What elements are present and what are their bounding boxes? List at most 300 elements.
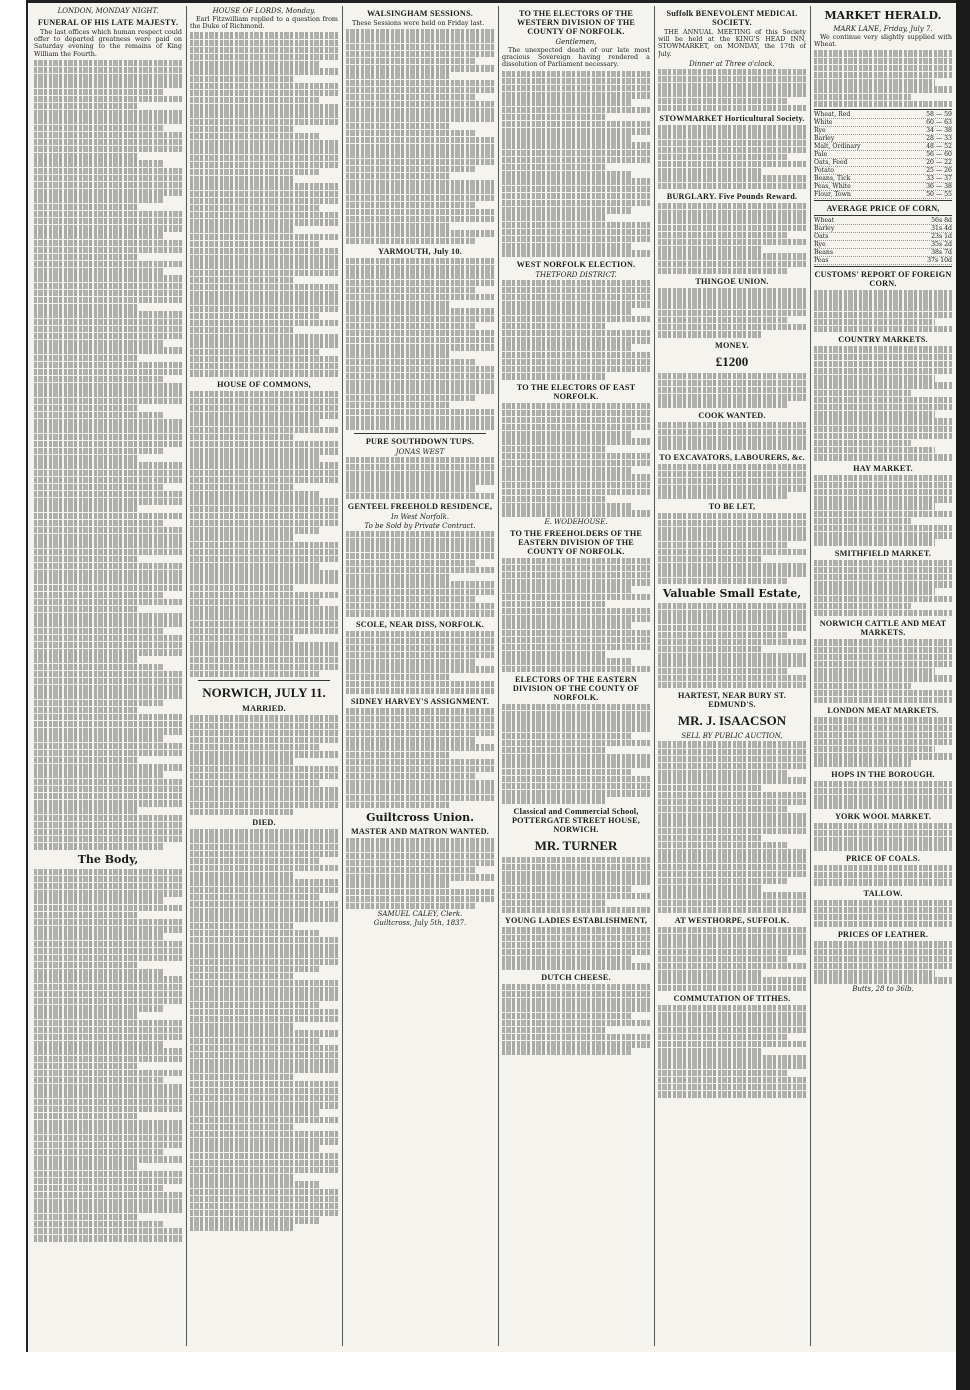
col2-filler-block [190, 32, 338, 376]
col2-married-heading: MARRIED. [242, 704, 286, 714]
text-line [658, 380, 806, 386]
text-line [814, 588, 935, 594]
text-line [814, 837, 952, 843]
col3-filler-block-4 [346, 531, 494, 616]
text-line [190, 226, 294, 232]
text-line [190, 441, 338, 447]
text-line [658, 549, 806, 555]
text-line [190, 176, 294, 182]
text-line [502, 1005, 650, 1011]
text-line [190, 183, 338, 189]
text-line [502, 446, 606, 452]
text-line [814, 610, 952, 616]
text-line [190, 506, 338, 512]
col6-filler-block-8 [814, 781, 952, 809]
text-line [658, 871, 806, 877]
text-line [502, 601, 606, 607]
text-line [658, 941, 806, 947]
text-line [814, 440, 911, 446]
text-line [658, 799, 806, 805]
text-line [346, 838, 494, 844]
text-line [34, 1063, 138, 1069]
text-line [190, 455, 320, 461]
text-line [502, 222, 650, 228]
text-line [34, 132, 182, 138]
text-line [814, 690, 952, 696]
text-line [658, 885, 762, 891]
text-line [814, 760, 911, 766]
text-line [346, 130, 476, 136]
text-line [502, 71, 650, 77]
text-line [190, 1131, 338, 1137]
table-row [814, 175, 952, 183]
text-line [346, 464, 494, 470]
text-line [34, 1185, 164, 1191]
text-line [814, 788, 952, 794]
column-6 [814, 6, 952, 1346]
text-line [190, 1181, 320, 1187]
text-line [34, 110, 182, 116]
text-line [34, 757, 138, 763]
text-line [190, 1081, 338, 1087]
text-line [34, 340, 164, 346]
text-line [814, 496, 952, 502]
col1-filler-block-2 [34, 869, 182, 1242]
text-line [34, 1020, 182, 1026]
text-line [346, 137, 494, 143]
text-line [502, 330, 650, 336]
text-line [34, 441, 182, 447]
text-line [814, 79, 935, 85]
text-line [34, 520, 164, 526]
text-line [346, 395, 476, 401]
text-line [190, 915, 338, 921]
col6-filler-block-10 [814, 865, 952, 886]
text-line [502, 637, 650, 643]
text-line [346, 216, 494, 222]
col6-averages-heading: AVERAGE PRICE OF CORN, [826, 204, 940, 214]
text-line [814, 830, 952, 836]
text-line [658, 985, 806, 991]
text-line [814, 86, 952, 92]
text-line [190, 191, 338, 197]
text-line [34, 448, 164, 454]
text-line [34, 534, 182, 540]
text-line [814, 739, 952, 745]
text-line [34, 1178, 182, 1184]
text-line [658, 625, 806, 631]
text-line [190, 1038, 320, 1044]
text-line [34, 933, 164, 939]
text-line [658, 168, 762, 174]
text-line [346, 867, 476, 873]
text-line [346, 101, 494, 107]
text-line [346, 603, 494, 609]
text-line [502, 92, 650, 98]
text-line [190, 1167, 338, 1173]
text-line [34, 926, 182, 932]
column-4 [502, 6, 650, 1346]
text-line [34, 1206, 182, 1212]
text-line [190, 951, 338, 957]
text-line [502, 366, 650, 372]
col1-filler-block [34, 60, 182, 850]
text-line [346, 230, 494, 236]
text-line [190, 126, 294, 132]
text-line [502, 229, 650, 235]
text-line [346, 80, 494, 86]
text-line [34, 1228, 182, 1234]
text-line [502, 725, 650, 731]
text-line [190, 1217, 320, 1223]
table-row [814, 233, 952, 241]
text-line [34, 304, 138, 310]
text-line [34, 268, 164, 274]
text-line [190, 363, 338, 369]
text-line [34, 750, 182, 756]
text-line [34, 1120, 182, 1126]
text-line [658, 210, 806, 216]
text-line [346, 845, 494, 851]
text-line [658, 813, 806, 819]
text-line [190, 657, 338, 663]
text-line [502, 984, 650, 990]
text-line [502, 558, 650, 564]
text-line [34, 1084, 182, 1090]
table-cell-label: Barley [814, 135, 835, 143]
column-divider [186, 6, 187, 1346]
text-line [190, 212, 338, 218]
text-line [346, 387, 494, 393]
text-line [346, 316, 494, 322]
text-line [190, 205, 320, 211]
text-line [34, 139, 182, 145]
text-line [34, 976, 182, 982]
text-line [502, 373, 606, 379]
text-line [658, 534, 806, 540]
text-line [502, 301, 650, 307]
text-line [346, 272, 494, 278]
text-line [34, 692, 182, 698]
col3-master-heading: MASTER AND MATRON WANTED. [351, 827, 489, 837]
text-line [190, 794, 338, 800]
text-line [814, 581, 952, 587]
text-line [34, 991, 182, 997]
table-cell-label: Barley [814, 225, 835, 233]
table-cell-label: Oats [814, 233, 829, 241]
text-line [658, 302, 806, 308]
text-line [190, 83, 338, 89]
text-line [658, 1055, 806, 1061]
col4-filler-block-8 [502, 984, 650, 1055]
text-line [814, 941, 952, 947]
text-line [346, 545, 494, 551]
text-line [502, 783, 650, 789]
table-cell-value: 25 — 26 [926, 167, 952, 175]
text-line [190, 484, 294, 490]
text-line [346, 366, 494, 372]
text-line [502, 85, 650, 91]
text-line [658, 246, 762, 252]
text-line [346, 610, 494, 616]
text-line [190, 844, 338, 850]
text-line [346, 567, 494, 573]
col5-filler-block-4 [658, 288, 806, 338]
text-line [814, 326, 952, 332]
text-line [34, 225, 182, 231]
text-line [814, 872, 952, 878]
col5-amount: £1200 [715, 353, 749, 369]
text-line [190, 599, 320, 605]
text-line [190, 766, 338, 772]
text-line [34, 897, 164, 903]
column-divider [498, 6, 499, 1346]
text-line [814, 404, 952, 410]
text-line [814, 72, 952, 78]
text-line [190, 542, 338, 548]
table-cell-label: Pale [814, 151, 828, 159]
text-line [346, 258, 494, 264]
text-line [190, 47, 338, 53]
text-line [814, 647, 952, 653]
text-line [814, 65, 952, 71]
text-line [190, 879, 338, 885]
text-line [190, 829, 338, 835]
text-line [346, 896, 494, 902]
text-line [346, 51, 494, 57]
text-line [34, 869, 182, 875]
text-line [346, 787, 494, 793]
text-line [814, 50, 952, 56]
text-line [190, 973, 294, 979]
text-line [502, 287, 650, 293]
column-divider [654, 6, 655, 1346]
text-line [502, 431, 632, 437]
text-line [34, 941, 182, 947]
col3-southdowns-heading: PURE SOUTHDOWN TUPS. [365, 436, 475, 446]
text-line [190, 987, 338, 993]
text-line [814, 532, 952, 538]
text-line [814, 346, 952, 352]
text-line [502, 438, 650, 444]
text-line [34, 125, 164, 131]
text-line [502, 308, 632, 314]
table-cell-label: Beans [814, 249, 834, 257]
text-line [190, 133, 320, 139]
text-line [190, 76, 294, 82]
text-line [346, 209, 494, 215]
text-line [190, 1088, 338, 1094]
text-line [658, 632, 788, 638]
table-cell-label: Rye [814, 127, 826, 135]
text-line [34, 962, 138, 968]
text-line [346, 36, 494, 42]
text-line [34, 984, 182, 990]
text-line [190, 858, 320, 864]
table-cell-value: 31s 4d [931, 225, 952, 233]
col3-filler-block-6 [346, 708, 494, 808]
text-line [502, 337, 650, 343]
col5-burglary-heading: BURGLARY. Five Pounds Reward. [666, 192, 798, 202]
text-line [814, 781, 952, 787]
text-line [34, 160, 164, 166]
text-line [190, 994, 338, 1000]
text-line [502, 417, 650, 423]
col4-filler-block-7 [502, 927, 650, 969]
text-line [346, 471, 494, 477]
text-line [34, 1156, 182, 1162]
text-line [658, 741, 806, 747]
col6-footer: Butts, 28 to 36lb. [852, 984, 914, 993]
text-line [346, 773, 476, 779]
text-line [34, 728, 182, 734]
text-line [34, 1192, 182, 1198]
text-line [190, 277, 294, 283]
col6-market-heading: MARKET HERALD. [824, 9, 942, 22]
text-line [190, 966, 320, 972]
text-line [190, 715, 338, 721]
col6-mark-lane: MARK LANE, Friday, July 7. [833, 25, 933, 33]
text-line [346, 359, 476, 365]
text-line [502, 615, 650, 621]
table-row [814, 159, 952, 167]
text-line [34, 948, 182, 954]
text-line [658, 83, 806, 89]
text-line [658, 90, 806, 96]
text-line [34, 211, 182, 217]
col6-tallow-heading: TALLOW. [863, 888, 903, 898]
text-line [502, 622, 632, 628]
col5-commutation-heading: COMMUTATION OF TITHES. [673, 993, 791, 1003]
text-line [502, 193, 650, 199]
text-line [190, 40, 338, 46]
col5-filler-block [658, 69, 806, 111]
text-line [502, 579, 650, 585]
text-line [34, 498, 182, 504]
text-line [34, 807, 138, 813]
col2-norwich-heading: NORWICH, JULY 11. [202, 685, 326, 701]
text-line [502, 790, 650, 796]
text-line [814, 603, 911, 609]
text-line [814, 949, 952, 955]
text-line [34, 969, 164, 975]
text-line [814, 525, 952, 531]
text-line [814, 94, 911, 100]
col4-classical-heading: Classical and Commercial School, POTTERGATE STREET HOUSE, NORWICH. [511, 806, 641, 834]
text-line [34, 671, 182, 677]
text-line [346, 223, 450, 229]
text-line [346, 881, 450, 887]
col6-smithfield-heading: SMITHFIELD MARKET. [834, 548, 932, 558]
text-line [658, 183, 806, 189]
text-line [346, 29, 494, 35]
text-line [346, 202, 476, 208]
text-line [814, 668, 935, 674]
col5-excavators-heading: TO EXCAVATORS, LABOURERS, &c. [659, 452, 805, 462]
column-divider [342, 6, 343, 1346]
text-line [190, 398, 338, 404]
text-line [658, 792, 806, 798]
col5-dinner: Dinner at Three o'clock. [689, 59, 775, 68]
col5-filler-block-12 [658, 1005, 806, 1098]
text-line [346, 574, 450, 580]
text-line [190, 1124, 294, 1130]
text-line [502, 1041, 650, 1047]
text-line [190, 737, 338, 743]
text-line [190, 628, 338, 634]
text-line [658, 422, 806, 428]
text-line [814, 661, 952, 667]
text-line [190, 448, 338, 454]
text-line [658, 682, 806, 688]
text-line [190, 111, 338, 117]
text-line [34, 955, 182, 961]
col4-eastern-heading: ELECTORS OF THE EASTERN DIVISION OF THE COUNTY OF NORFOLK. [512, 674, 640, 702]
text-line [346, 323, 476, 329]
text-line [658, 653, 806, 659]
text-line [658, 387, 806, 393]
text-line [34, 1099, 182, 1105]
text-line [502, 294, 650, 300]
text-line [502, 128, 650, 134]
text-line [34, 1106, 182, 1112]
text-line [346, 581, 494, 587]
col6-coals-heading: PRICE OF COALS. [846, 853, 920, 863]
text-line [346, 195, 494, 201]
text-line [502, 107, 650, 113]
text-line [190, 787, 338, 793]
text-line [658, 485, 806, 491]
text-line [658, 492, 788, 498]
table-cell-value: 37s 10d [927, 257, 952, 265]
text-line [190, 1109, 320, 1115]
text-line [502, 150, 650, 156]
text-line [502, 78, 650, 84]
text-line [502, 186, 650, 192]
col5-valuable-heading: Valuable Small Estate, [662, 586, 802, 600]
text-line [814, 433, 952, 439]
text-line [814, 397, 952, 403]
text-line [502, 927, 650, 933]
text-line [658, 1041, 806, 1047]
text-line [346, 94, 476, 100]
text-line [658, 668, 788, 674]
column-1 [34, 6, 182, 1346]
text-line [658, 842, 788, 848]
text-line [502, 864, 650, 870]
text-line [658, 556, 762, 562]
text-line [658, 520, 806, 526]
text-line [502, 171, 632, 177]
text-line [190, 334, 338, 340]
text-line [190, 262, 338, 268]
text-line [34, 117, 182, 123]
table-cell-value: 34 — 38 [926, 127, 952, 135]
text-line [190, 1102, 338, 1108]
text-line [34, 175, 182, 181]
text-line [658, 1012, 806, 1018]
text-line [346, 688, 494, 694]
text-line [658, 1027, 806, 1033]
text-line [190, 1174, 294, 1180]
text-line [814, 977, 952, 983]
col4-filler-block-2 [502, 280, 650, 380]
text-line [190, 219, 338, 225]
text-line [34, 1142, 182, 1148]
text-line [34, 455, 138, 461]
text-line [34, 786, 182, 792]
text-line [34, 815, 182, 821]
